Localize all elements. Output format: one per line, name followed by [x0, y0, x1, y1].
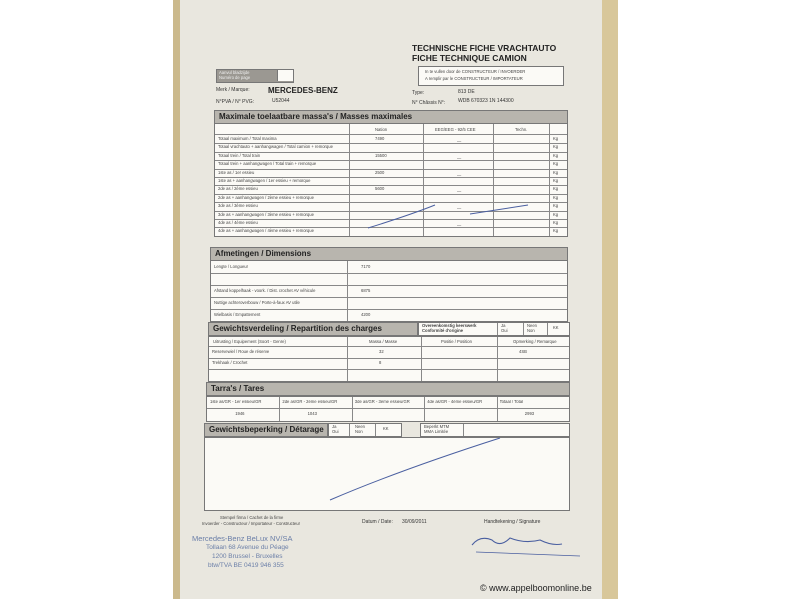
lim-non-label: Non	[355, 429, 363, 434]
mass-row-nation: 7490	[375, 136, 385, 141]
col-position: Positie / Position	[441, 339, 472, 344]
mass-row-unit: Kg	[553, 211, 559, 217]
chassis-label: N° Châssis N°:	[412, 100, 446, 106]
mass-row-nation: 5600	[375, 186, 385, 192]
lim-kk-label: KK	[383, 426, 389, 431]
oui-label: Oui	[501, 328, 508, 333]
mass-row-label: Totaal trein / Total train	[218, 152, 261, 158]
tare-value: 2993	[524, 411, 535, 416]
tare-col-header: 3de as/GR - 3ème essieu/GR	[354, 400, 410, 404]
subtitle-2: A remplir par le CONSTRUCTEUR / IMPORTATEUR	[425, 76, 523, 81]
mass-row-unit: Kg	[553, 186, 559, 192]
col-techn: Techn.	[515, 127, 528, 132]
tares-heading: Tarra's / Tares	[211, 384, 265, 393]
title-nl: TECHNISCHE FICHE VRACHTAUTO	[412, 43, 557, 53]
distribution-heading: Gewichtsverdeling / Repartition des charges	[213, 324, 382, 333]
tare-value: 1946	[235, 411, 245, 416]
pen-strokes	[180, 0, 602, 599]
dimension-label: Wielbasis / Empattement	[214, 312, 261, 317]
mass-row-unit: Kg	[553, 220, 559, 225]
dimensions-heading: Afmetingen / Dimensions	[215, 249, 312, 258]
company-stamp-2: Tollaan 68 Avenue du Péage	[206, 544, 289, 551]
mma-label-2: MMA Limitée	[424, 429, 449, 434]
mass-row-label: 4de as + aanhangwagen / 4ème essieu + remorque	[218, 228, 314, 234]
mass-row-unit: Kg	[553, 228, 559, 234]
company-stamp-1: Mercedes-Benz BeLux NV/SA	[192, 534, 293, 543]
distribution-item: Trekhaak / Crochet	[212, 360, 248, 365]
page-label-2: Numéro de page	[219, 75, 251, 80]
type-value: 813 DE	[458, 89, 475, 95]
mass-row-dash: —	[457, 189, 462, 195]
col-mass: Massa / Masse	[369, 339, 398, 344]
tare-col-header: 1ste as/GR - 1er essieu/GR	[210, 400, 262, 404]
mass-row-dash: —	[457, 172, 462, 178]
mass-row-unit: Kg	[553, 136, 559, 141]
kk-label: KK	[553, 325, 559, 330]
pva-value: U52044	[272, 98, 290, 104]
stamp-label-2: Invoerder - Constructeur / Importateur - Constructeur	[202, 521, 300, 526]
mass-row-label: 2de as + aanhangwagen / 2ème essieu + remorque	[218, 194, 314, 200]
mass-row-unit: Kg	[553, 144, 559, 150]
distribution-mass: 8	[379, 360, 382, 365]
dimension-value: 7170	[361, 264, 371, 269]
lim-ja-label: Ja	[332, 424, 337, 429]
dimension-label: Nuttige achteroverbouw / Porte-à-faux AV utile	[214, 300, 300, 305]
dimension-label: Afstand koppelhaak - voork. / Dist. crochet AV véhicule	[214, 288, 316, 293]
watermark-credit: © www.appelboomonline.be	[480, 583, 592, 593]
mma-label-1: Beperkt MTM	[424, 424, 450, 429]
tare-col-header: Totaal / Total	[499, 400, 524, 404]
dimension-value: 4200	[361, 312, 371, 317]
conformity-label-2: Conformité d'origine	[422, 328, 464, 333]
make-value: MERCEDES-BENZ	[268, 86, 338, 95]
mass-row-dash: —	[457, 223, 462, 228]
mass-row-label: 1ste as + aanhangwagen / 1er essieu + remorque	[218, 178, 311, 183]
date-label: Datum / Date:	[362, 519, 393, 525]
signature-label: Handtekening / Signature	[484, 519, 541, 525]
chassis-value: WDB 670323 1N 144300	[458, 98, 514, 104]
col-nation: Nation	[375, 127, 388, 132]
dimension-label: Lengte / Longueur	[214, 264, 248, 269]
tare-col-header: 2de as/GR - 2ème essieu/GR	[282, 400, 338, 404]
company-stamp-4: btw/TVA BE 0419 946 355	[208, 562, 284, 569]
mass-row-dash: —	[457, 206, 462, 212]
company-stamp-3: 1200 Brussel - Bruxelles	[212, 553, 283, 560]
neen-label: Neen	[527, 323, 538, 328]
ja-label: Ja	[501, 323, 506, 328]
mass-row-nation: 15500	[375, 152, 387, 158]
pva-label: N°PVA / N° PVG:	[216, 99, 255, 105]
tare-value: 1043	[307, 411, 317, 416]
mass-row-label: 2de as / 2ème essieu	[218, 186, 258, 192]
mass-row-dash: —	[457, 155, 462, 161]
mass-row-nation: 2500	[375, 169, 385, 175]
mass-row-label: Totaal maximum / Total maxima	[218, 136, 277, 141]
distribution-mass: 32	[379, 349, 384, 354]
type-label: Type:	[412, 90, 425, 96]
mass-row-label: 3de as / 3ème essieu	[218, 203, 258, 209]
mass-row-unit: Kg	[553, 194, 559, 200]
lim-oui-label: Oui	[332, 429, 339, 434]
mass-row-label: Totaal trein + aanhangwagen / Total train + remorque	[218, 161, 317, 167]
mass-row-label: Totaal vrachtauto + aanhangwagen / Total camion + remorque	[218, 144, 333, 150]
make-label: Merk / Marque:	[216, 87, 250, 93]
col-remark: Opmerking / Remarque	[513, 339, 557, 344]
col-eeg: EEG/EEG - 92/5 CEE	[435, 127, 476, 132]
mass-row-unit: Kg	[553, 203, 559, 209]
mass-row-dash: —	[457, 139, 462, 144]
mass-row-unit: Kg	[553, 178, 559, 183]
distribution-remark: 4SB	[519, 349, 527, 354]
mass-row-unit: Kg	[553, 161, 559, 167]
mass-row-unit: Kg	[553, 152, 559, 158]
page-label-1: Aanvul bladzijde	[219, 70, 250, 75]
lim-neen-label: Neen	[355, 424, 366, 429]
document-page	[180, 0, 602, 599]
mass-row-label: 3de as + aanhangwagen / 3ème essieu + remorque	[218, 211, 314, 217]
mass-row-label: 1ste as / 1er essieu	[218, 169, 255, 175]
stamp-label-1: Stempel firma / Cachet de la firme	[220, 515, 284, 520]
distribution-item: Reservewiel / Roue de réserve	[212, 349, 270, 354]
tare-col-header: 4de as/GR - 4ème essieu/GR	[427, 400, 483, 404]
dimension-value: 6875	[361, 288, 371, 293]
mass-row-unit: Kg	[553, 169, 559, 175]
limitation-heading: Gewichtsbeperking / Détarage	[209, 425, 324, 434]
col-equipment: Uitrusting / Equipement (Soort - Genre)	[213, 339, 286, 344]
non-label: Non	[527, 328, 535, 333]
mass-row-label: 4de as / 4ème essieu	[218, 220, 258, 225]
conformity-label-1: Overeenkomstig keerswerk	[422, 323, 477, 328]
subtitle-1: In te vullen door de CONSTRUCTEUR / INVOERDER	[425, 69, 526, 74]
masses-heading: Maximale toelaatbare massa's / Masses maximales	[219, 112, 413, 121]
title-fr: FICHE TECHNIQUE CAMION	[412, 53, 527, 63]
date-value: 30/09/2011	[402, 519, 427, 525]
